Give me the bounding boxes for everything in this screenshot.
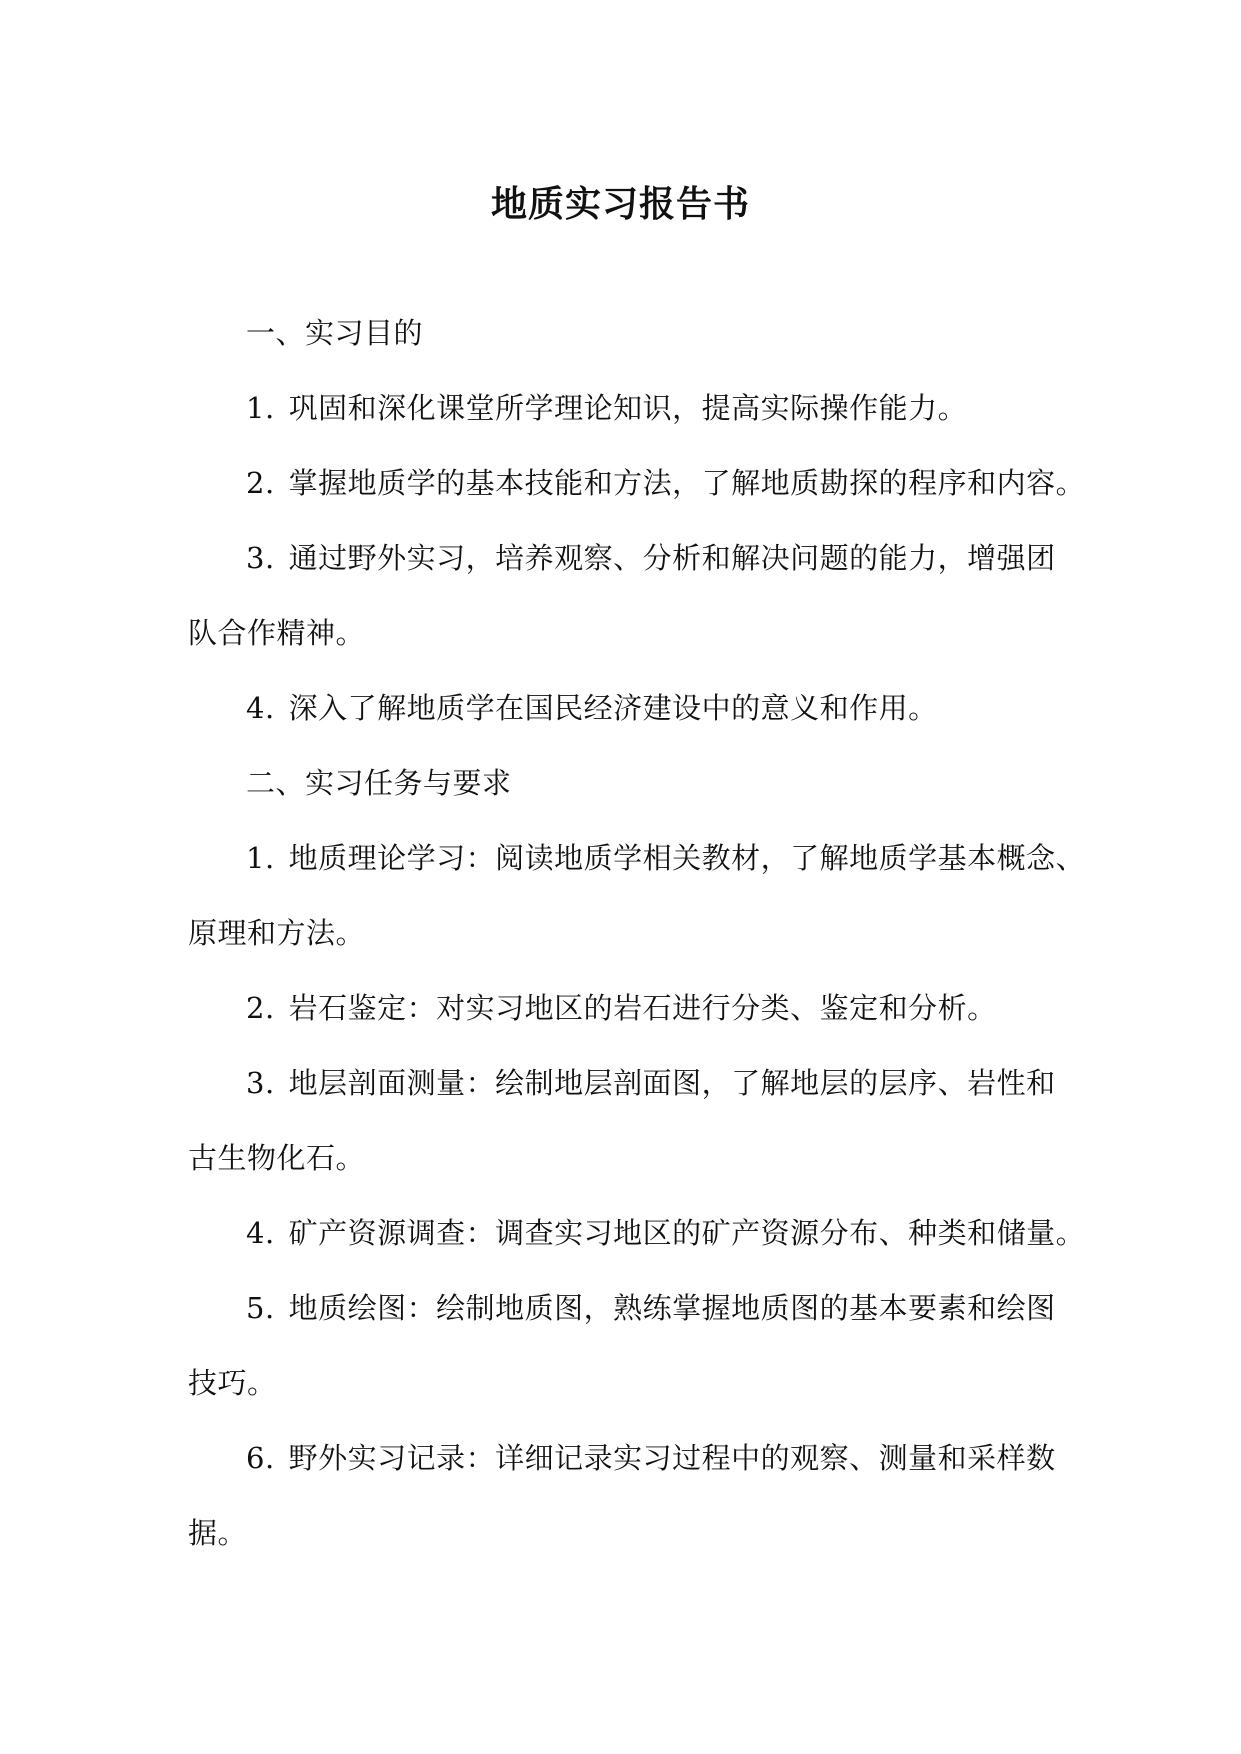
item-number: 4. bbox=[246, 1216, 275, 1250]
item-number: 2. bbox=[246, 991, 275, 1025]
item-number: 1. bbox=[246, 391, 275, 425]
item-text: 岩石鉴定：对实习地区的岩石进行分类、鉴定和分析。 bbox=[288, 991, 997, 1025]
section-heading-tasks: 二、实习任务与要求 bbox=[246, 766, 512, 800]
item-text-continuation: 队合作精神。 bbox=[188, 616, 366, 650]
list-item bbox=[246, 988, 997, 1028]
list-item bbox=[246, 1213, 1085, 1253]
item-number: 4. bbox=[246, 691, 275, 725]
item-number: 6. bbox=[246, 1441, 275, 1475]
list-item bbox=[246, 463, 1085, 503]
item-text-continuation: 古生物化石。 bbox=[188, 1141, 366, 1175]
item-number: 3. bbox=[246, 541, 275, 575]
item-number: 3. bbox=[246, 1066, 275, 1100]
item-text: 地层剖面测量：绘制地层剖面图，了解地层的层序、岩性和 bbox=[288, 1066, 1056, 1100]
item-number: 2. bbox=[246, 466, 275, 500]
item-text: 巩固和深化课堂所学理论知识，提高实际操作能力。 bbox=[288, 391, 968, 425]
item-text: 地质绘图：绘制地质图，熟练掌握地质图的基本要素和绘图 bbox=[288, 1291, 1056, 1325]
item-text-continuation: 技巧。 bbox=[188, 1366, 277, 1400]
document-title: 地质实习报告书 bbox=[490, 183, 750, 225]
item-text: 深入了解地质学在国民经济建设中的意义和作用。 bbox=[288, 691, 938, 725]
list-item bbox=[246, 1438, 1056, 1478]
list-item bbox=[246, 1063, 1056, 1103]
item-text: 矿产资源调查：调查实习地区的矿产资源分布、种类和储量。 bbox=[288, 1216, 1086, 1250]
item-number: 5. bbox=[246, 1291, 275, 1325]
item-text: 野外实习记录：详细记录实习过程中的观察、测量和采样数 bbox=[288, 1441, 1056, 1475]
item-text: 通过野外实习，培养观察、分析和解决问题的能力，增强团 bbox=[288, 541, 1056, 575]
item-text-continuation: 原理和方法。 bbox=[188, 916, 366, 950]
item-text: 掌握地质学的基本技能和方法，了解地质勘探的程序和内容。 bbox=[288, 466, 1086, 500]
item-text-continuation: 据。 bbox=[188, 1516, 248, 1550]
list-item bbox=[246, 538, 1056, 578]
item-number: 1. bbox=[246, 841, 275, 875]
list-item bbox=[246, 838, 1085, 878]
list-item bbox=[246, 388, 967, 428]
item-text: 地质理论学习：阅读地质学相关教材，了解地质学基本概念、 bbox=[288, 841, 1086, 875]
section-heading-purpose: 一、实习目的 bbox=[246, 316, 424, 350]
list-item bbox=[246, 1288, 1056, 1328]
list-item bbox=[246, 688, 938, 728]
